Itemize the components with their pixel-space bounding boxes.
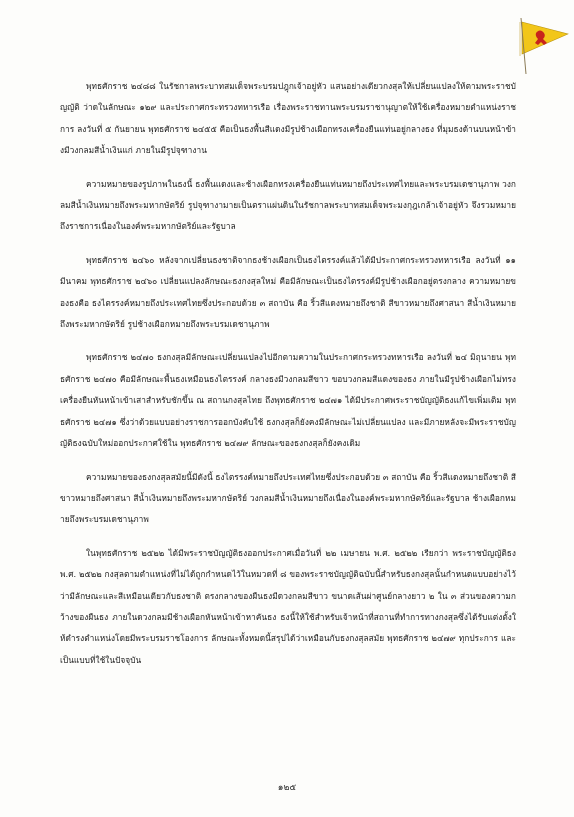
paragraph-4: พุทธศักราช ๒๔๗๐ ธงกงสุลมีลักษณะเปลี่ยนแปลงไปอีกตามความในประกาศกระทรวงทหารเรือ ลงวันที่ ๒๔ มิถุนายน พุทธศักราช ๒๔๗๐ คือมีลักษณะพื้นธงเหมือนธงไตรรงค์ กลางธงมีวงกลมสีขาว ขอบวงกลมสีแดงของธง ภายในมีรูปช้างเผือกไม่ทรงเครื่องยืนหันหน้าเข้าเสาสำหรับชักขึ้น ณ สถานกงสุลไทย ถึงพุทธศักราช ๒๔๗๑ ได้มีประกาศพระราชบัญญัติธงแก้ไขเพิ่มเติม พุทธศักราช ๒๔๗๑ ซึ่งว่าด้วยแบบอย่างราชการออกบังคับใช้ ธงกงสุลก็ยังคงมีลักษณะไม่เปลี่ยนแปลง และมีภายหลังจะมีพระราชบัญญัติธงฉบับใหม่ออกประกาศใช้ใน พุทธศักราช ๒๔๗๙ ลักษณะของธงกงสุลก็ยังคงเดิม (60, 352, 516, 449)
page-number: ๑๒๕ (277, 783, 297, 793)
royal-navy-flag-icon (518, 16, 570, 76)
paragraph-6: ในพุทธศักราช ๒๕๒๒ ได้มีพระราชบัญญัติธงออกประกาศเมื่อวันที่ ๒๒ เมษายน พ.ศ. ๒๕๒๒ เรียกว่า พระราชบัญญัติธง พ.ศ. ๒๕๒๒ กงสุลตามตำแหน่งที่ไม่ได้ถูกกำหนดไว้ในหมวดที่ ๘ ของพระราชบัญญัติฉบับนี้สำหรับธงกงสุลนั้นกำหนดแบบอย่างไว้ว่ามีลักษณะและสีเหมือนเดียวกับธงชาติ ตรงกลางของผืนธงมีดวงกลมสีขาว ขนาดเส้นผ่าศูนย์กลางยาว ๒ ใน ๓ ส่วนของความกว้างของผืนธง ภายในดวงกลมมีช้างเผือกหันหน้าเข้าหาคันธง ธงนี้ให้ใช้สำหรับเจ้าหน้าที่สถานที่ทำการทางกงสุลซึ่งได้รับแต่งตั้งให้ดำรงตำแหน่งโดยมีพระบรมราชโองการ ลักษณะทั้งหมดนี้สรุปได้ว่าเหมือนกับธงกงสุลสมัย พุทธศักราช ๒๔๗๙ ทุกประการ และเป็นแบบที่ใช้ในปัจจุบัน (60, 547, 516, 665)
paragraph-3: พุทธศักราช ๒๔๖๐ หลังจากเปลี่ยนธงชาติจากธงช้างเผือกเป็นธงไตรรงค์แล้วได้มีประกาศกระทรวงทหารเรือ ลงวันที่ ๑๑ มีนาคม พุทธศักราช ๒๔๖๐ เปลี่ยนแปลงลักษณะธงกงสุลใหม่ คือมีลักษณะเป็นธงไตรรงค์มีรูปช้างเผือกอยู่ตรงกลาง ความหมายของธงคือ ธงไตรรงค์หมายถึงประเทศไทยซึ่งประกอบด้วย ๓ สถาบัน คือ ริ้วสีแดงหมายถึงชาติ สีขาวหมายถึงศาสนา สีน้ำเงินหมายถึงพระมหากษัตริย์ รูปช้างเผือกหมายถึงพระบรมเดชานุภาพ (60, 254, 516, 330)
paragraph-5: ความหมายของธงกงสุลสมัยนี้มีดังนี้ ธงไตรรงค์หมายถึงประเทศไทยซึ่งประกอบด้วย ๓ สถาบัน คือ ริ้วสีแดงหมายถึงชาติ สีขาวหมายถึงศาสนา สีน้ำเงินหมายถึงพระมหากษัตริย์ วงกลมสีน้ำเงินหมายถึงเนื่องในองค์พระมหากษัตริย์และรัฐบาล ช้างเผือกหมายถึงพระบรมเดชานุภาพ (60, 471, 516, 525)
document-body (60, 76, 516, 683)
paragraph-1: พุทธศักราช ๒๔๘๘ ในรัชกาลพระบาทสมเด็จพระบรมปฎุกเจ้าอยู่หัว แสนอย่างเดียวกงสุลให้เปลี่ยนแปลงให้ตามพระราชบัญญัติ ว่าดในลักษณะ ๑๒๙ และประกาศกระทรวงทหารเรือ เรื่องพระราชทานพระบรมราชานุญาตให้ใช้เครื่องหมายตำแหน่งราชการ ลงวันที่ ๕ กันยายน พุทธศักราช ๒๔๕๕ คือเป็นธงพื้นสีแดงมีรูปช้างเผือกทรงเครื่องยืนแท่นอยู่กลางธง ที่มุมธงด้านบนหน้าข้างมีวงกลมสีน้ำเงินแก่ ภายในมีรูปจุฑางาน (60, 81, 516, 156)
paragraph-2: ความหมายของรูปภาพในธงนี้ ธงพื้นแดงและช้างเผือกทรงเครื่องยืนแท่นหมายถึงประเทศไทยและพระบรมเดชานุภาพ วงกลมสีน้ำเงินหมายถึงพระมหากษัตริย์ รูปจุฑางามายเป็นตราแผ่นดินในรัชกาลพระบาทสมเด็จพระมงกุฎเกล้าเจ้าอยู่หัว จึงรวมหมายถึงราชการเนื่องในองค์พระมหากษัตริย์และรัฐบาล (60, 178, 516, 232)
